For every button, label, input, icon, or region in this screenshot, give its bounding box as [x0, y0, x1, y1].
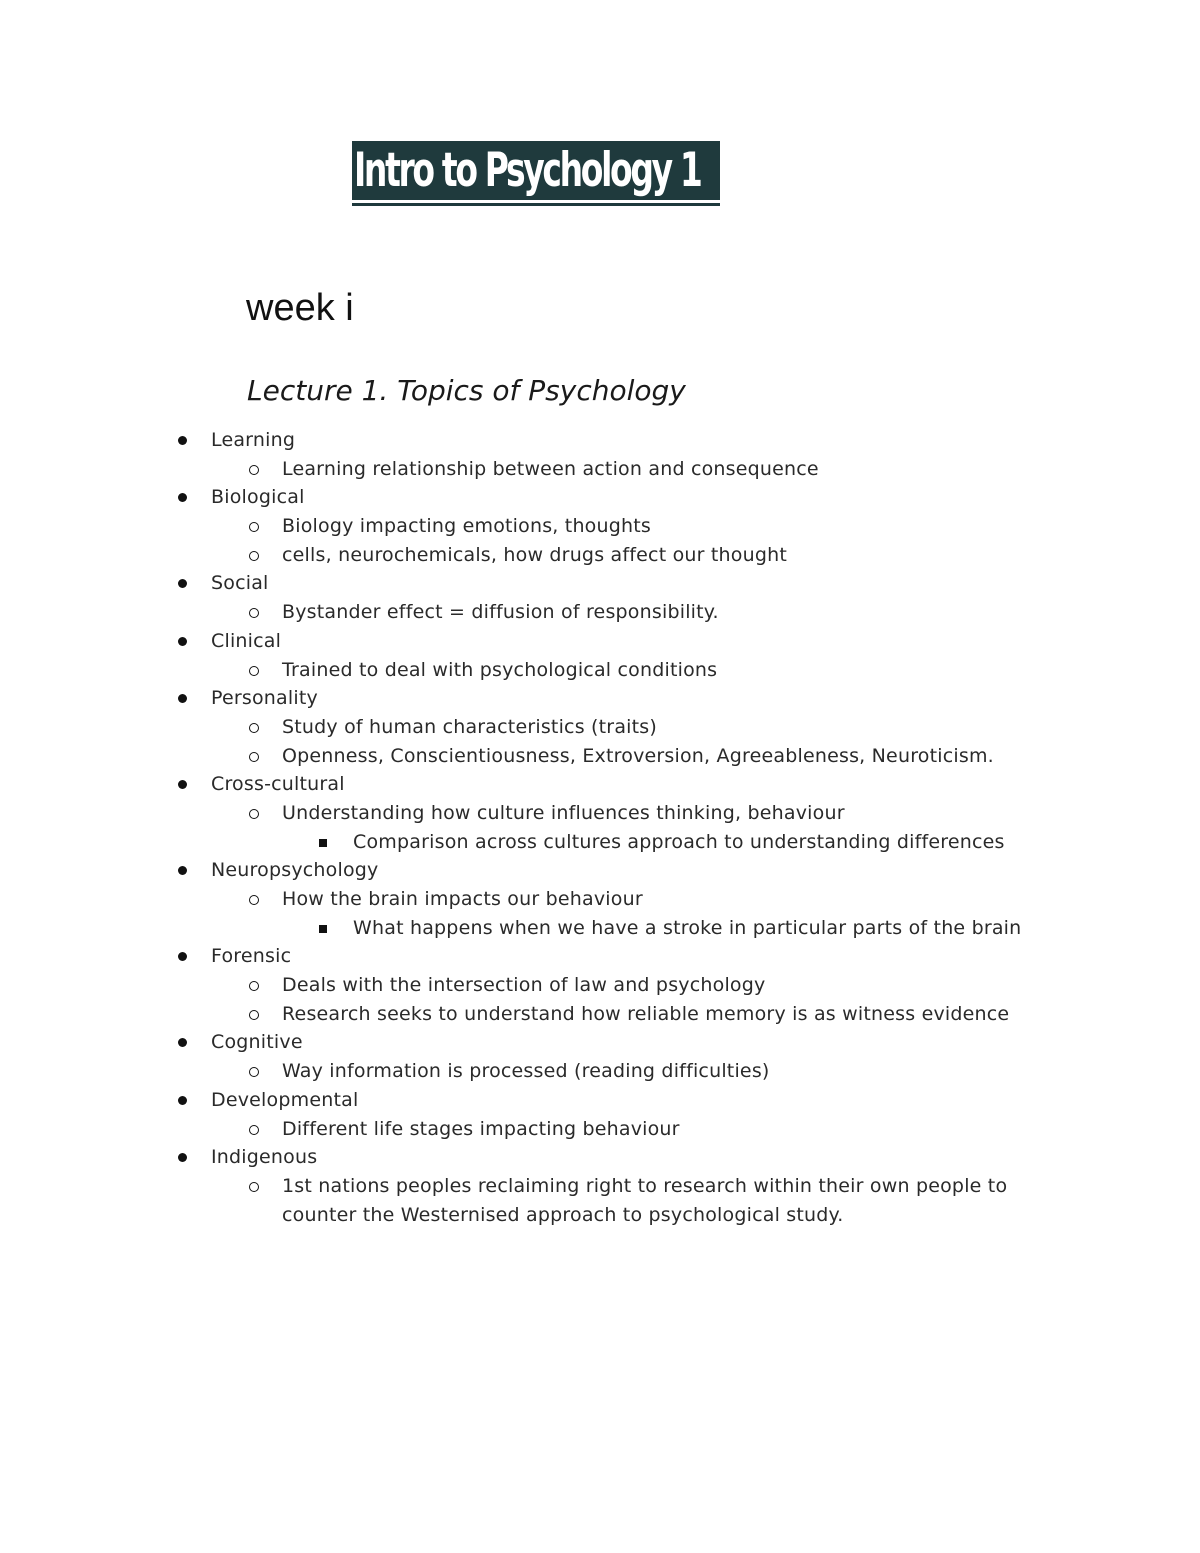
list-item-level-2 [0, 1000, 1200, 1029]
list-item-level-1 [0, 1028, 1200, 1057]
list-item-level-1 [0, 1086, 1200, 1115]
list-item-level-2 [0, 799, 1200, 828]
filled-bullet-icon [178, 866, 187, 875]
list-item-level-2 [0, 541, 1200, 570]
list-item-text: counter the Westernised approach to psychological study. [282, 1203, 844, 1226]
filled-bullet-icon [178, 579, 187, 588]
filled-bullet-icon [178, 1096, 187, 1105]
hollow-bullet-icon [249, 895, 259, 905]
list-item-level-1 [0, 483, 1200, 512]
filled-bullet-icon [178, 694, 187, 703]
list-item-text: Way information is processed (reading difficulties) [282, 1060, 770, 1083]
list-item-continuation [0, 1201, 1200, 1230]
filled-bullet-icon [178, 637, 187, 646]
hollow-bullet-icon [249, 752, 259, 762]
list-item-text: Neuropsychology [211, 859, 379, 882]
hollow-bullet-icon [249, 1010, 259, 1020]
list-item-text: What happens when we have a stroke in particular parts of the brain [353, 916, 1022, 939]
filled-bullet-icon [178, 1153, 187, 1162]
list-item-text: Learning [211, 429, 296, 451]
list-item-text: Comparison across cultures approach to understanding differences [353, 830, 1005, 853]
filled-bullet-icon [178, 1038, 187, 1047]
document-title: Intro to Psychology 1 [354, 143, 701, 198]
list-item-level-3 [0, 914, 1200, 943]
list-item-text: Indigenous [211, 1146, 318, 1169]
filled-bullet-icon [178, 952, 187, 961]
hollow-bullet-icon [249, 1125, 259, 1135]
hollow-bullet-icon [249, 723, 259, 733]
list-item-text: How the brain impacts our behaviour [282, 888, 643, 910]
hollow-bullet-icon [249, 551, 259, 561]
list-item-text: Clinical [211, 629, 282, 652]
list-item-text: Trained to deal with psychological conditions [282, 658, 718, 681]
list-item-level-2 [0, 598, 1200, 627]
hollow-bullet-icon [249, 1182, 259, 1192]
list-item-level-1 [0, 770, 1200, 799]
list-item-text: 1st nations peoples reclaiming right to research within their own people to [282, 1174, 1008, 1197]
list-item-text: Bystander effect = diffusion of responsibility. [282, 601, 719, 624]
list-item-level-1 [0, 684, 1200, 713]
list-item-level-2 [0, 455, 1200, 484]
lecture-heading: Lecture 1. Topics of Psychology [247, 374, 686, 407]
list-item-text: cells, neurochemicals, how drugs affect our thought [282, 543, 788, 566]
list-item-text: Study of human characteristics (traits) [282, 715, 657, 738]
list-item-text: Different life stages impacting behaviour [282, 1117, 680, 1140]
filled-bullet-icon [178, 436, 187, 445]
list-item-level-1 [0, 569, 1200, 598]
list-item-level-1 [0, 627, 1200, 656]
list-item-level-1 [0, 856, 1200, 885]
list-item-text: Developmental [211, 1088, 359, 1111]
square-bullet-icon [319, 839, 327, 847]
hollow-bullet-icon [249, 608, 259, 618]
list-item-text: Forensic [211, 945, 292, 968]
list-item-level-1 [0, 426, 1200, 455]
list-item-text: Biology impacting emotions, thoughts [282, 515, 651, 538]
list-item-level-3 [0, 828, 1200, 857]
hollow-bullet-icon [249, 981, 259, 991]
list-item-level-2 [0, 1172, 1200, 1201]
list-item-text: Learning relationship between action and consequence [282, 457, 819, 480]
list-item-level-2 [0, 656, 1200, 685]
list-item-text: Personality [211, 687, 318, 710]
list-item-text: Cognitive [211, 1031, 303, 1054]
list-item-level-2 [0, 885, 1200, 914]
hollow-bullet-icon [249, 522, 259, 532]
list-item-text: Deals with the intersection of law and psychology [282, 974, 766, 997]
list-item-level-2 [0, 1057, 1200, 1086]
list-item-text: Understanding how culture influences thinking, behaviour [282, 801, 845, 824]
hollow-bullet-icon [249, 465, 259, 475]
list-item-level-2 [0, 713, 1200, 742]
hollow-bullet-icon [249, 666, 259, 676]
square-bullet-icon [319, 925, 327, 933]
hollow-bullet-icon [249, 809, 259, 819]
list-item-level-1 [0, 1143, 1200, 1172]
filled-bullet-icon [178, 493, 187, 502]
week-heading: week i [246, 287, 354, 329]
list-item-text: Openness, Conscientiousness, Extroversion, Agreeableness, Neuroticism. [282, 744, 994, 767]
list-item-text: Social [211, 572, 269, 595]
list-item-text: Biological [211, 486, 305, 509]
list-item-level-1 [0, 942, 1200, 971]
topics-outline [0, 426, 1200, 1229]
list-item-level-2 [0, 512, 1200, 541]
filled-bullet-icon [178, 780, 187, 789]
list-item-text: Research seeks to understand how reliable memory is as witness evidence [282, 1002, 1010, 1025]
list-item-level-2 [0, 971, 1200, 1000]
title-banner [352, 141, 720, 203]
hollow-bullet-icon [249, 1067, 259, 1077]
list-item-text: Cross-cultural [211, 773, 345, 796]
list-item-level-2 [0, 742, 1200, 771]
list-item-level-2 [0, 1115, 1200, 1144]
